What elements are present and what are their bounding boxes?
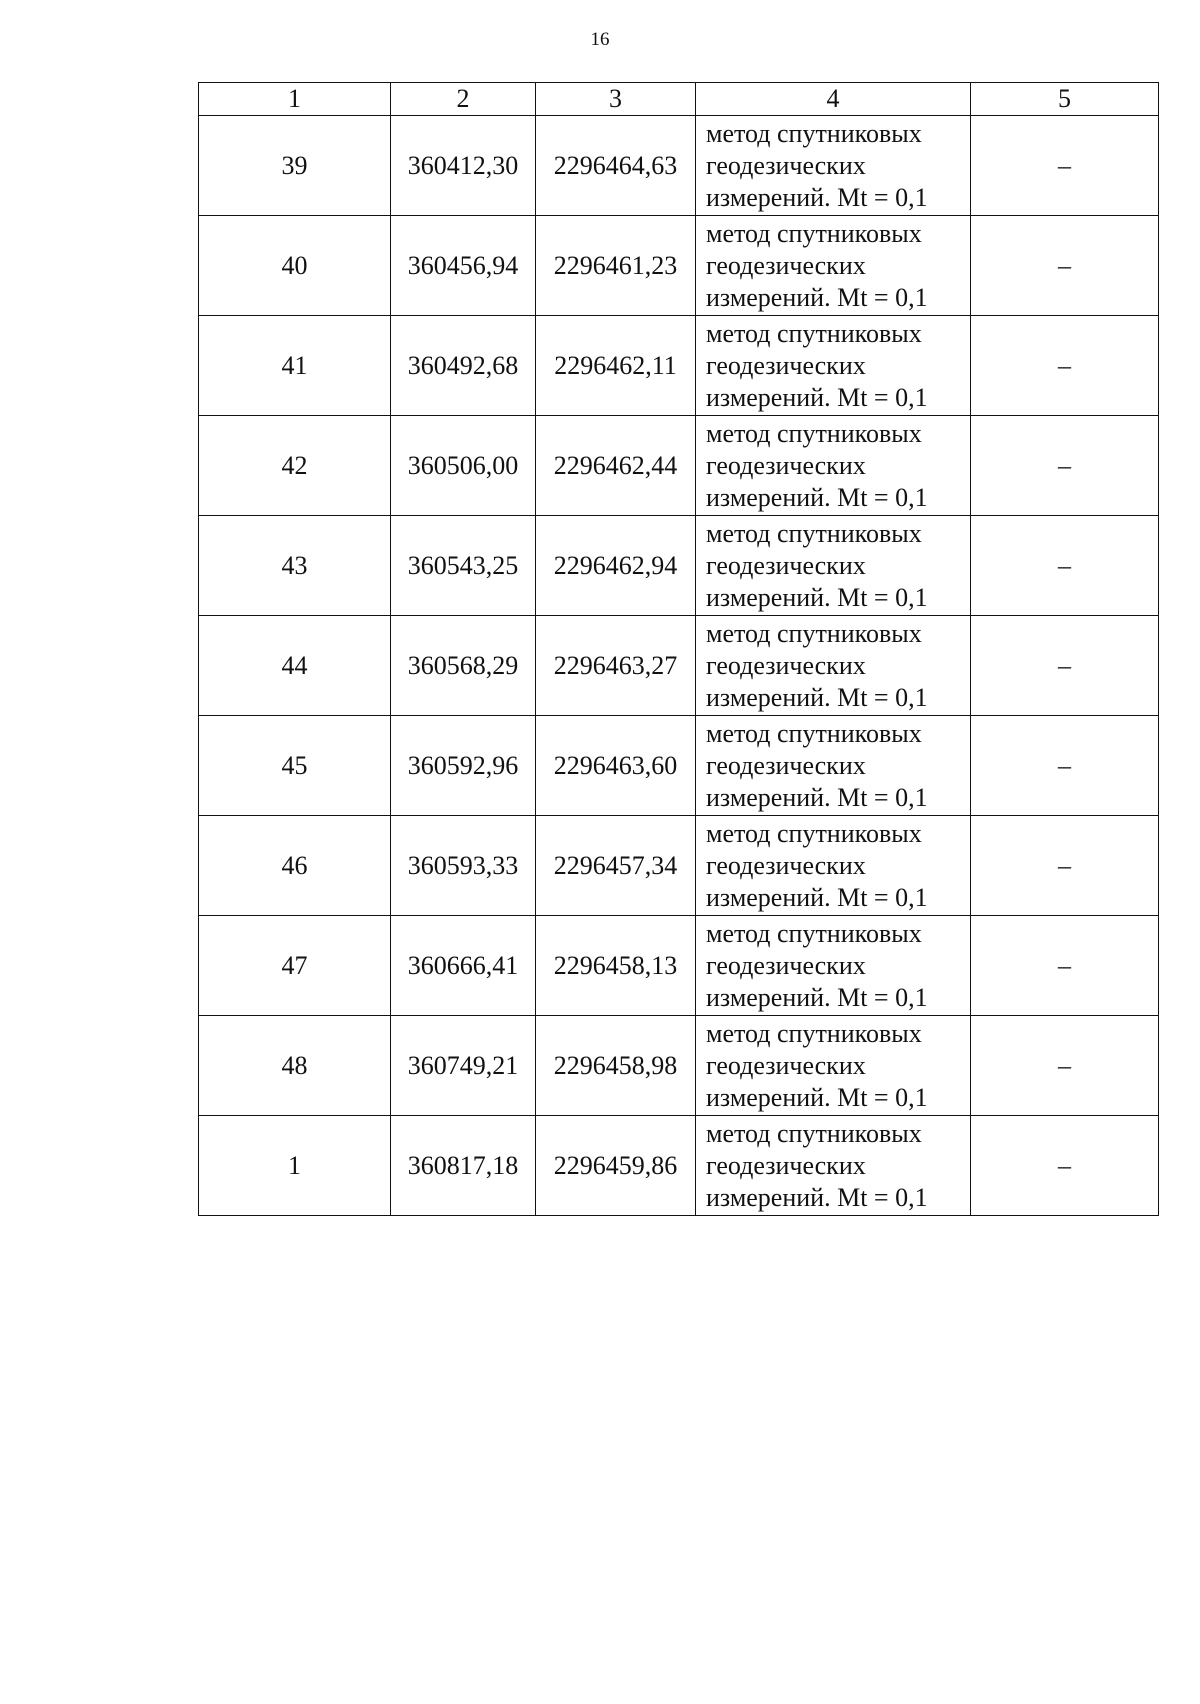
method-text-line: измерений. Mt = 0,1 xyxy=(706,582,928,612)
method-cell xyxy=(696,516,971,616)
table-row xyxy=(199,716,1159,816)
method-cell xyxy=(696,716,971,816)
x-coordinate-cell: 360593,33 xyxy=(391,816,536,916)
method-text-line: геодезических xyxy=(706,850,866,880)
page-number: 16 xyxy=(590,29,610,50)
point-number-cell: 1 xyxy=(199,1116,391,1216)
method-text-line: измерений. Mt = 0,1 xyxy=(706,1082,928,1112)
note-cell: – xyxy=(971,416,1159,516)
method-text-line: измерений. Mt = 0,1 xyxy=(706,882,928,912)
y-coordinate-cell: 2296458,13 xyxy=(536,916,696,1016)
table-row xyxy=(199,216,1159,316)
note-cell: – xyxy=(971,716,1159,816)
point-number-cell: 44 xyxy=(199,616,391,716)
coordinates-table xyxy=(198,82,1159,1216)
x-coordinate-cell: 360817,18 xyxy=(391,1116,536,1216)
y-coordinate-cell: 2296461,23 xyxy=(536,216,696,316)
point-number-cell: 45 xyxy=(199,716,391,816)
x-coordinate-cell: 360506,00 xyxy=(391,416,536,516)
table-row xyxy=(199,916,1159,1016)
point-number-cell: 41 xyxy=(199,316,391,416)
y-coordinate-cell: 2296462,94 xyxy=(536,516,696,616)
point-number-cell: 46 xyxy=(199,816,391,916)
x-coordinate-cell: 360456,94 xyxy=(391,216,536,316)
table-row xyxy=(199,616,1159,716)
method-text-line: метод спутниковых xyxy=(706,418,922,448)
method-text-line: измерений. Mt = 0,1 xyxy=(706,1182,928,1212)
method-text-line: геодезических xyxy=(706,750,866,780)
method-cell xyxy=(696,316,971,416)
x-coordinate-cell: 360666,41 xyxy=(391,916,536,1016)
point-number-cell: 39 xyxy=(199,116,391,216)
method-text-line: измерений. Mt = 0,1 xyxy=(706,482,928,512)
method-cell xyxy=(696,116,971,216)
method-text-line: геодезических xyxy=(706,1050,866,1080)
method-text-line: измерений. Mt = 0,1 xyxy=(706,282,928,312)
point-number-cell: 48 xyxy=(199,1016,391,1116)
method-cell xyxy=(696,1116,971,1216)
column-header-3: 3 xyxy=(536,83,696,116)
method-text-line: метод спутниковых xyxy=(706,1018,922,1048)
note-cell: – xyxy=(971,316,1159,416)
table-header-row xyxy=(199,83,1159,116)
y-coordinate-cell: 2296457,34 xyxy=(536,816,696,916)
method-text-line: метод спутниковых xyxy=(706,618,922,648)
y-coordinate-cell: 2296462,44 xyxy=(536,416,696,516)
y-coordinate-cell: 2296458,98 xyxy=(536,1016,696,1116)
x-coordinate-cell: 360543,25 xyxy=(391,516,536,616)
note-cell: – xyxy=(971,816,1159,916)
table-row xyxy=(199,116,1159,216)
method-text-line: геодезических xyxy=(706,150,866,180)
point-number-cell: 42 xyxy=(199,416,391,516)
method-text-line: измерений. Mt = 0,1 xyxy=(706,382,928,412)
method-text-line: измерений. Mt = 0,1 xyxy=(706,682,928,712)
method-text-line: метод спутниковых xyxy=(706,818,922,848)
y-coordinate-cell: 2296464,63 xyxy=(536,116,696,216)
table-row xyxy=(199,1016,1159,1116)
method-text-line: метод спутниковых xyxy=(706,318,922,348)
table-row xyxy=(199,416,1159,516)
y-coordinate-cell: 2296462,11 xyxy=(536,316,696,416)
table-body xyxy=(199,116,1159,1216)
method-text-line: геодезических xyxy=(706,550,866,580)
column-header-4: 4 xyxy=(696,83,971,116)
method-text-line: метод спутниковых xyxy=(706,1118,922,1148)
method-text-line: измерений. Mt = 0,1 xyxy=(706,782,928,812)
method-text-line: метод спутниковых xyxy=(706,918,922,948)
note-cell: – xyxy=(971,216,1159,316)
point-number-cell: 40 xyxy=(199,216,391,316)
method-text-line: метод спутниковых xyxy=(706,218,922,248)
method-text-line: геодезических xyxy=(706,450,866,480)
y-coordinate-cell: 2296463,27 xyxy=(536,616,696,716)
method-text-line: геодезических xyxy=(706,950,866,980)
method-text-line: измерений. Mt = 0,1 xyxy=(706,182,928,212)
method-cell xyxy=(696,416,971,516)
table-row xyxy=(199,516,1159,616)
method-cell xyxy=(696,816,971,916)
note-cell: – xyxy=(971,516,1159,616)
method-text-line: метод спутниковых xyxy=(706,118,922,148)
method-text-line: геодезических xyxy=(706,250,866,280)
table-row xyxy=(199,816,1159,916)
note-cell: – xyxy=(971,616,1159,716)
column-header-1: 1 xyxy=(199,83,391,116)
column-header-2: 2 xyxy=(391,83,536,116)
method-cell xyxy=(696,216,971,316)
x-coordinate-cell: 360412,30 xyxy=(391,116,536,216)
table-row xyxy=(199,1116,1159,1216)
note-cell: – xyxy=(971,1116,1159,1216)
method-cell xyxy=(696,1016,971,1116)
note-cell: – xyxy=(971,116,1159,216)
note-cell: – xyxy=(971,916,1159,1016)
method-text-line: метод спутниковых xyxy=(706,718,922,748)
method-text-line: измерений. Mt = 0,1 xyxy=(706,982,928,1012)
point-number-cell: 47 xyxy=(199,916,391,1016)
method-text-line: метод спутниковых xyxy=(706,518,922,548)
column-header-5: 5 xyxy=(971,83,1159,116)
x-coordinate-cell: 360749,21 xyxy=(391,1016,536,1116)
x-coordinate-cell: 360492,68 xyxy=(391,316,536,416)
point-number-cell: 43 xyxy=(199,516,391,616)
table-row xyxy=(199,316,1159,416)
y-coordinate-cell: 2296463,60 xyxy=(536,716,696,816)
method-text-line: геодезических xyxy=(706,350,866,380)
x-coordinate-cell: 360592,96 xyxy=(391,716,536,816)
y-coordinate-cell: 2296459,86 xyxy=(536,1116,696,1216)
method-text-line: геодезических xyxy=(706,1150,866,1180)
method-cell xyxy=(696,916,971,1016)
note-cell: – xyxy=(971,1016,1159,1116)
method-cell xyxy=(696,616,971,716)
method-text-line: геодезических xyxy=(706,650,866,680)
x-coordinate-cell: 360568,29 xyxy=(391,616,536,716)
